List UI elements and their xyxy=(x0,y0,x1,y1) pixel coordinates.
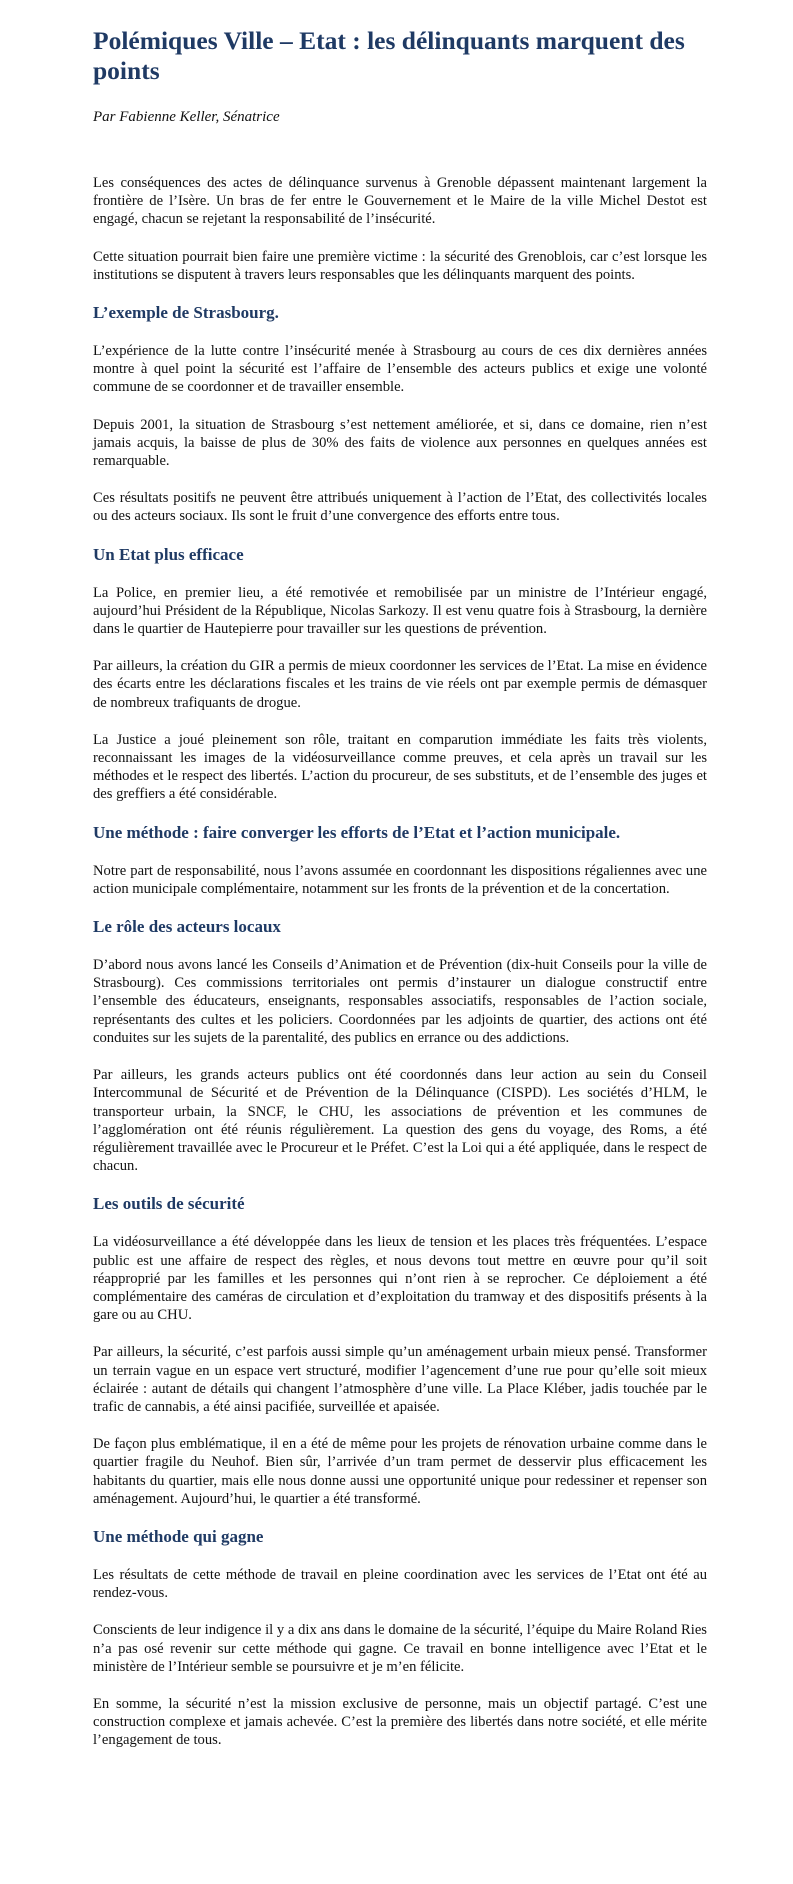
paragraph: La Justice a joué pleinement son rôle, traitant en comparution immédiate les faits très violents, reconnaissant les images de la vidéosurveillance comme preuves, et cela après un travail sur les méthodes et le respect des libertés. L’action du procureur, de ses substituts, et de l’ensemble des juges et des greffiers a été considérable. xyxy=(93,731,707,803)
article xyxy=(93,26,707,1750)
paragraph: La Police, en premier lieu, a été remotivée et remobilisée par un ministre de l’Intérieur engagé, aujourd’hui Président de la République, Nicolas Sarkozy. Il est venu quatre fois à Strasbourg, la dernière dans le quartier de Hautepierre pour travailler sur les questions de prévention. xyxy=(93,584,707,638)
paragraph: La vidéosurveillance a été développée dans les lieux de tension et les places très fréquentées. L’espace public est une affaire de respect des règles, et nous devons tout mettre en œuvre pour qu’il soit réapproprié par les familles et les personnes qui n’ont rien à se reprocher. Ce déploiement a été complémentaire des caméras de circulation et d’exploitation du tramway et des dispositifs présents à la gare ou au CHU. xyxy=(93,1234,707,1324)
section-heading: L’exemple de Strasbourg. xyxy=(93,303,279,323)
intro xyxy=(93,174,707,284)
paragraph: Notre part de responsabilité, nous l’avons assumée en coordonnant les dispositions régaliennes avec une action municipale complémentaire, notamment sur les fronts de la prévention et de la concertation. xyxy=(93,862,707,897)
paragraph: Par ailleurs, la création du GIR a permis de mieux coordonner les services de l’Etat. La mise en évidence des écarts entre les déclarations fiscales et les trains de vie réels ont par exemple permis de démasquer de nombreux trafiquants de drogue. xyxy=(93,658,707,711)
paragraph: Par ailleurs, les grands acteurs publics ont été coordonnés dans leur action au sein du Conseil Intercommunal de Sécurité et de Prévention de la Délinquance (CISPD). Les sociétés d’HLM, le transporteur urbain, la SNCF, le CHU, les associations de prévention et les communes de l’agglomération ont été réunis régulièrement. La question des gens du voyage, des Roms, a été régulièrement travaillée avec le Procureur et le Préfet. C’est la Loi qui a été appliquée, dans le respect de chacun. xyxy=(93,1067,707,1175)
section-heading: Les outils de sécurité xyxy=(93,1194,245,1214)
paragraph: Les conséquences des actes de délinquance survenus à Grenoble dépassent maintenant largement la frontière de l’Isère. Un bras de fer entre le Gouvernement et le Maire de la ville Michel Destot est engagé, chacun se rejetant la responsabilité de l’insécurité. xyxy=(93,175,707,228)
paragraph: Conscients de leur indigence il y a dix ans dans le domaine de la sécurité, l’équipe du Maire Roland Ries n’a pas osé revenir sur cette méthode qui gagne. Ce travail en bonne intelligence avec l’Etat et le ministère de l’Intérieur semble se poursuivre et je m’en félicite. xyxy=(93,1622,707,1675)
spacer xyxy=(93,126,707,174)
section-heading: Un Etat plus efficace xyxy=(93,544,244,564)
section-methode-gagne xyxy=(93,1508,707,1750)
section-outils-securite xyxy=(93,1175,707,1508)
paragraph: Par ailleurs, la sécurité, c’est parfois aussi simple qu’un aménagement urbain mieux pensé. Transformer un terrain vague en un espace vert structuré, modifier l’agencement d’une rue pour qu’elle soit mieux éclairée : autant de détails qui changent l’atmosphère d’une ville. La Place Kléber, jadis touchée par le trafic de cannabis, a été ainsi pacifiée, surveillée et apaisée. xyxy=(93,1344,707,1415)
section-exemple-strasbourg xyxy=(93,284,707,526)
section-etat-efficace xyxy=(93,526,707,804)
section-heading: Une méthode qui gagne xyxy=(93,1526,264,1546)
article-author: Par Fabienne Keller, Sénatrice xyxy=(93,109,280,125)
paragraph: De façon plus emblématique, il en a été de même pour les projets de rénovation urbaine comme dans le quartier fragile du Neuhof. Bien sûr, l’arrivée d’un tram permet de desservir plus efficacement les habitants du quartier, mais elle nous donne aussi une opportunité unique pour redessiner et repenser son aménagement. Aujourd’hui, le quartier a été transformé. xyxy=(93,1436,707,1507)
paragraph: L’expérience de la lutte contre l’insécurité menée à Strasbourg au cours de ces dix dernières années montre à quel point la sécurité est l’affaire de l’ensemble des acteurs publics et exige une volonté commune de se coordonner et de travailler ensemble. xyxy=(93,343,707,396)
section-methode-converger xyxy=(93,804,707,898)
article-title: Polémiques Ville – Etat : les délinquants marquent des points xyxy=(93,26,685,85)
section-heading: Le rôle des acteurs locaux xyxy=(93,917,281,937)
paragraph: Depuis 2001, la situation de Strasbourg s’est nettement améliorée, et si, dans ce domaine, rien n’est jamais acquis, la baisse de plus de 30% des faits de violence aux personnes en quelques années est remarquable. xyxy=(93,416,707,470)
paragraph: En somme, la sécurité n’est la mission exclusive de personne, mais un objectif partagé. C’est une construction complexe et jamais achevée. C’est la première des libertés dans notre société, et elle mérite l’engagement de tous. xyxy=(93,1695,707,1749)
section-acteurs-locaux xyxy=(93,898,707,1175)
paragraph: Cette situation pourrait bien faire une première victime : la sécurité des Grenoblois, car c’est lorsque les institutions se disputent à travers leurs responsables que les délinquants marquent des points. xyxy=(93,248,707,283)
paragraph: Les résultats de cette méthode de travail en pleine coordination avec les services de l’Etat ont été au rendez-vous. xyxy=(93,1566,707,1602)
paragraph: D’abord nous avons lancé les Conseils d’Animation et de Prévention (dix-huit Conseils pour la ville de Strasbourg). Ces commissions territoriales ont permis d’instaurer un dialogue constructif entre l’ensemble des éducateurs, enseignants, responsables associatifs, responsables de l’action sociale, représentants des cultes et les policiers. Coordonnées par les adjoints de quartier, des actions ont été conduites sur les sujets de la parentalité, des publics en errance ou des addictions. xyxy=(93,957,707,1046)
paragraph: Ces résultats positifs ne peuvent être attribués uniquement à l’action de l’Etat, des collectivités locales ou des acteurs sociaux. Ils sont le fruit d’une convergence des efforts entre tous. xyxy=(93,490,707,525)
section-heading: Une méthode : faire converger les efforts de l’Etat et l’action municipale. xyxy=(93,822,621,842)
